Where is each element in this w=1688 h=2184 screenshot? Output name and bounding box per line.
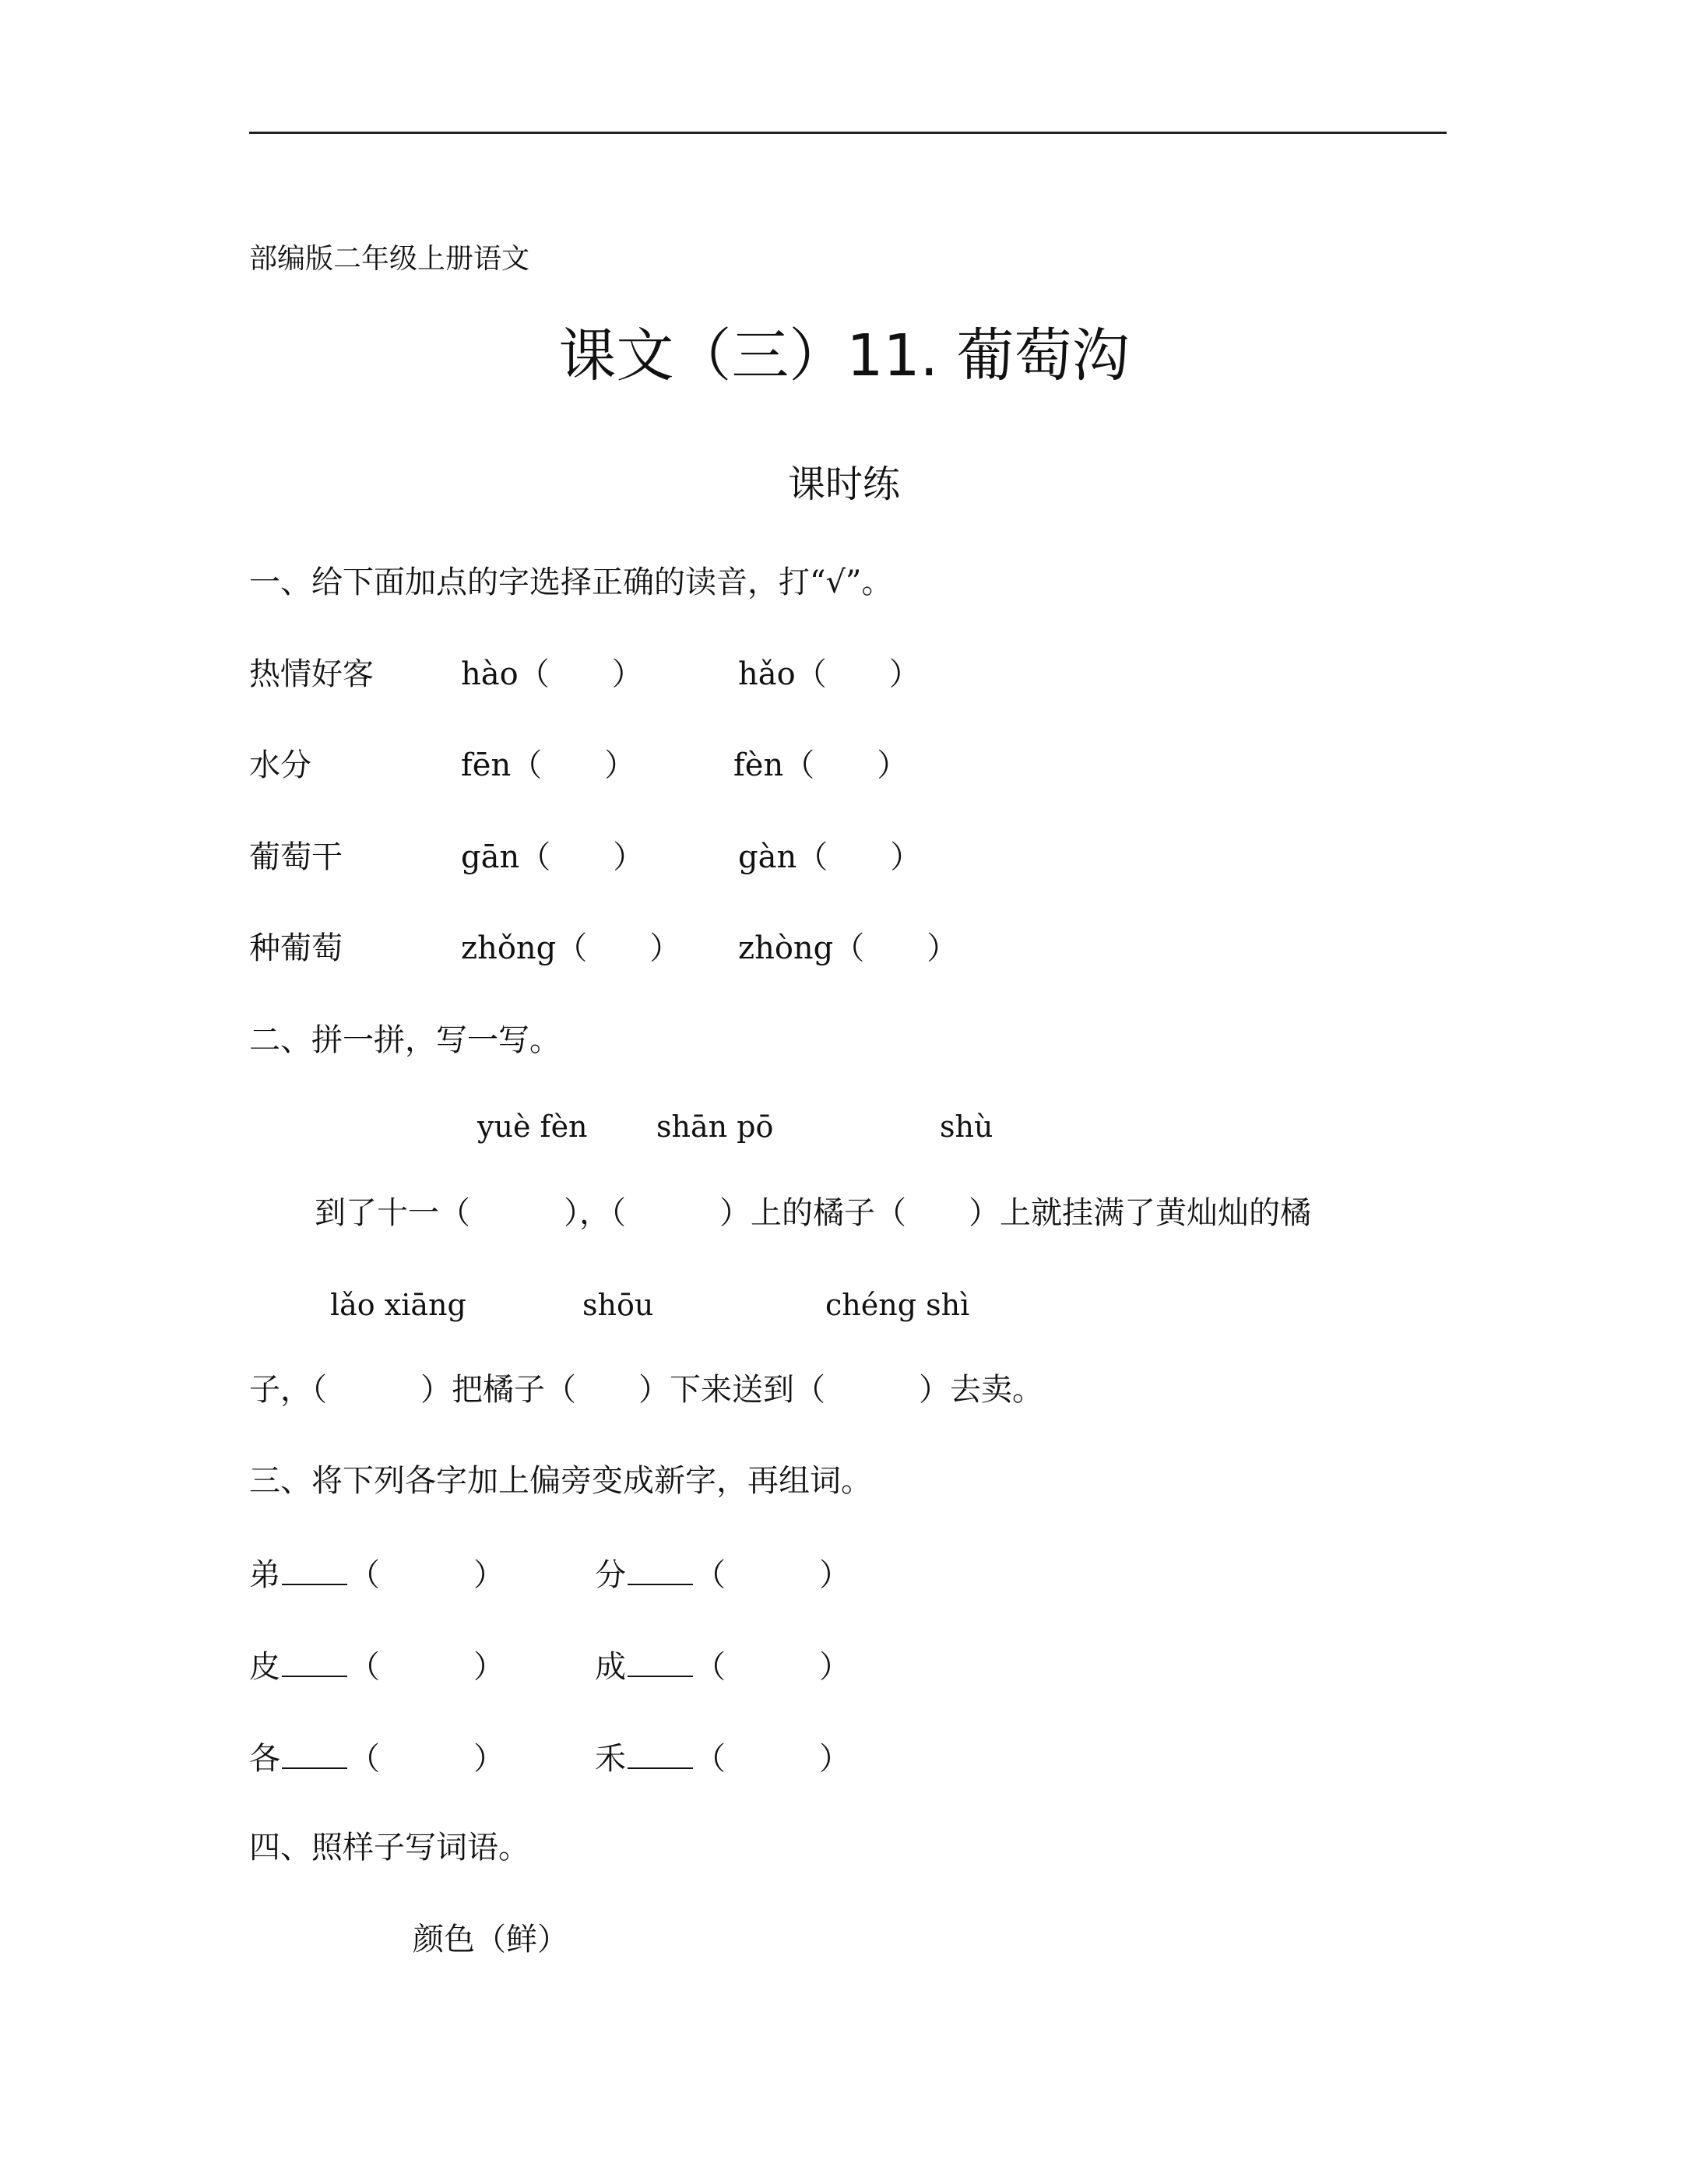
radical-item <box>249 1557 505 1591</box>
pinyin-hint: chéng shì <box>825 1288 970 1322</box>
pinyin-hint: shù <box>940 1110 993 1144</box>
section3-heading: 三、将下列各字加上偏旁变成新字，再组词。 <box>249 1463 872 1499</box>
answer-blank[interactable] <box>282 1557 347 1585</box>
section1-option: gān（ ） <box>461 839 645 875</box>
section1-option: fèn（ ） <box>733 747 909 783</box>
section1-word: 种葡萄 <box>249 930 343 966</box>
example-word: 颜色（鲜） <box>413 1922 568 1957</box>
answer-blank[interactable] <box>628 1741 693 1769</box>
base-character: 禾 <box>595 1741 626 1777</box>
radical-item <box>595 1741 850 1777</box>
base-character: 成 <box>595 1649 626 1685</box>
word-parens: （ ） <box>349 1557 505 1593</box>
section1-option: fēn（ ） <box>461 747 636 783</box>
page-title: 课文（三）11. 葡萄沟 <box>558 322 1130 389</box>
word-parens: （ ） <box>695 1649 850 1685</box>
page-subtitle: 课时练 <box>787 462 900 506</box>
section4-heading: 四、照样子写词语。 <box>249 1830 529 1866</box>
radical-item <box>249 1741 505 1777</box>
section1-word: 葡萄干 <box>249 839 343 875</box>
subject-label: 部编版二年级上册语文 <box>249 243 530 275</box>
word-parens: （ ） <box>695 1741 850 1777</box>
answer-blank[interactable] <box>282 1741 347 1769</box>
answer-blank[interactable] <box>628 1557 693 1585</box>
answer-blank[interactable] <box>628 1649 693 1677</box>
section1-heading: 一、给下面加点的字选择正确的读音，打“√”。 <box>249 564 893 600</box>
pinyin-hint: shān pō <box>656 1110 774 1144</box>
pinyin-hint: lǎo xiāng <box>330 1288 466 1322</box>
pinyin-hint: shōu <box>582 1288 654 1322</box>
base-character: 皮 <box>249 1649 280 1685</box>
fill-sentence: 到了十一（ ），（ ）上的橘子（ ）上就挂满了黄灿灿的橘 <box>315 1195 1311 1231</box>
radical-item <box>249 1649 505 1683</box>
word-parens: （ ） <box>349 1741 505 1777</box>
base-character: 各 <box>249 1741 280 1777</box>
fill-sentence: 子，（ ）把橘子（ ）下来送到（ ）去卖。 <box>249 1372 1043 1408</box>
word-parens: （ ） <box>349 1649 505 1685</box>
pinyin-hint: yuè fèn <box>477 1110 588 1144</box>
section1-option: hào（ ） <box>461 656 643 692</box>
base-character: 分 <box>595 1557 626 1593</box>
header-rule <box>249 132 1447 134</box>
radical-item <box>595 1649 850 1683</box>
section1-option: hǎo（ ） <box>738 656 920 692</box>
radical-item <box>595 1557 850 1591</box>
answer-blank[interactable] <box>282 1649 347 1677</box>
section1-option: gàn（ ） <box>738 839 922 875</box>
section1-option: zhòng（ ） <box>738 930 958 966</box>
word-parens: （ ） <box>695 1557 850 1593</box>
section1-option: zhǒng（ ） <box>461 930 681 966</box>
section2-heading: 二、拼一拼，写一写。 <box>249 1022 561 1058</box>
section1-word: 水分 <box>249 747 311 783</box>
section1-word: 热情好客 <box>249 656 374 692</box>
base-character: 弟 <box>249 1557 280 1593</box>
